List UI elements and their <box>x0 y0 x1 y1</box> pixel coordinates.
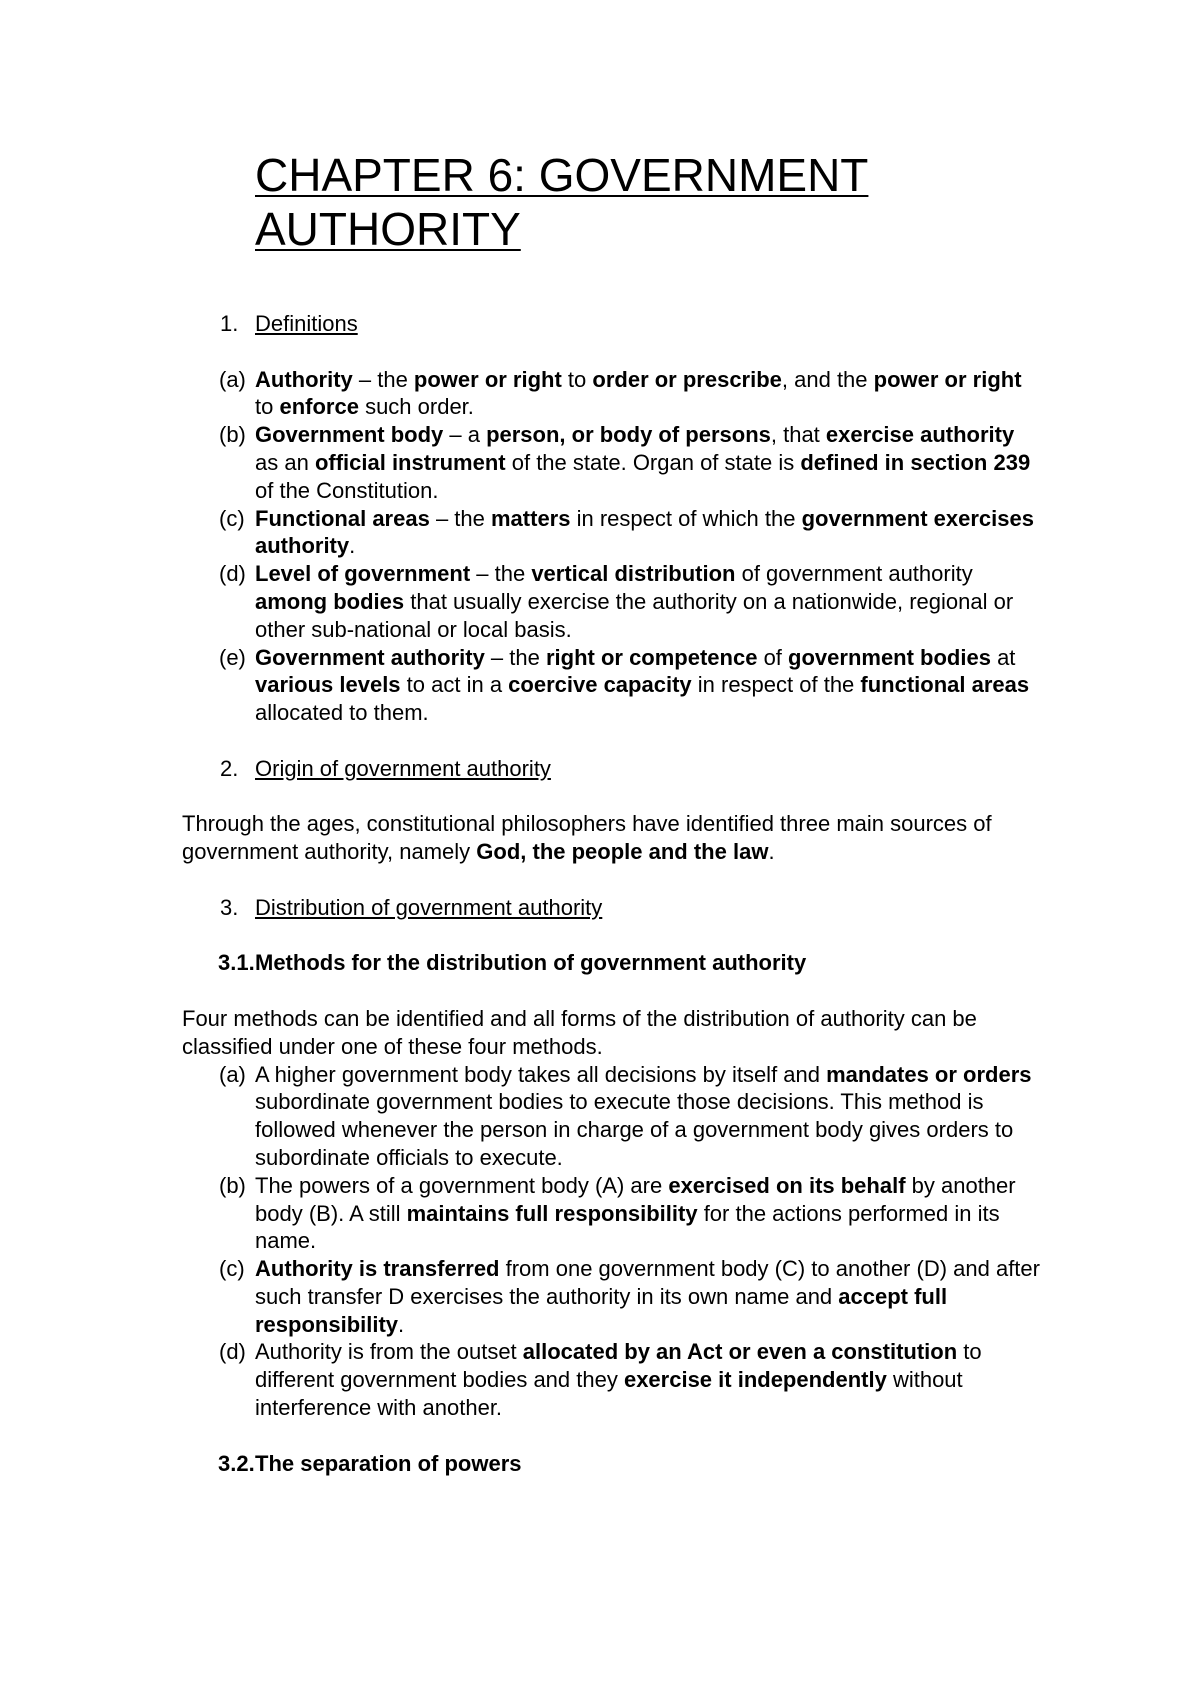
origin-paragraph <box>182 810 1042 866</box>
bold-text: person, or body of persons <box>486 422 771 448</box>
subsection-number: 3.2. <box>218 1450 255 1476</box>
bold-text: Level of government <box>255 561 471 587</box>
bold-text: government bodies <box>788 644 991 670</box>
item-marker: (d) <box>219 561 246 587</box>
text-run: at <box>990 644 1016 670</box>
bold-text: matters <box>491 505 571 531</box>
bold-text: defined in section 239 <box>800 449 1031 475</box>
section-number: 3. <box>220 894 239 920</box>
bold-text: power or right <box>873 366 1022 392</box>
bold-text: Authority is transferred <box>255 1256 500 1282</box>
section-title: Origin of government authority <box>255 755 551 781</box>
item-marker: (c) <box>219 505 245 531</box>
text-run: Through the ages, constitutional philosophers have identified three main sources of government authority, namely <box>182 811 992 865</box>
text-run: of government authority <box>735 561 973 587</box>
text-run: to different government bodies and they <box>255 1339 982 1393</box>
list-item <box>182 644 1042 727</box>
subsection-title: Methods for the distribution of government authority <box>255 950 807 976</box>
bold-text: God, the people and the law <box>476 839 769 865</box>
text-run: without interference with another. <box>255 1367 963 1421</box>
text-run: subordinate government bodies to execute those decisions. This method is followed whenever the person in charge of a government body gives orders to subordinate officials to execute. <box>255 1089 1014 1170</box>
bold-text: maintains full responsibility <box>406 1200 698 1226</box>
text-run: in respect of the <box>691 672 861 698</box>
list-item <box>182 366 1042 422</box>
text-run: allocated to them. <box>255 700 429 726</box>
text-run: . <box>768 839 775 865</box>
text-run: , and the <box>781 366 874 392</box>
bold-text: Government authority <box>255 644 485 670</box>
item-marker: (a) <box>219 1061 246 1087</box>
text-run: – the <box>470 561 532 587</box>
list-item <box>182 1061 1042 1172</box>
methods-intro-paragraph: Four methods can be identified and all forms of the distribution of authority can be classified under one of these four methods. <box>182 1005 977 1059</box>
bold-text: accept full responsibility <box>255 1283 948 1337</box>
text-run: to <box>561 366 593 392</box>
item-marker: (e) <box>219 644 246 670</box>
list-item <box>182 1172 1042 1255</box>
item-marker: (b) <box>219 422 246 448</box>
text-run: The powers of a government body (A) are <box>255 1172 669 1198</box>
text-run: in respect of which the <box>570 505 802 531</box>
bold-text: among bodies <box>255 588 405 614</box>
list-item <box>182 560 1042 643</box>
item-marker: (c) <box>219 1256 245 1282</box>
document-body <box>182 310 1042 1477</box>
bold-text: exercise it independently <box>623 1367 887 1393</box>
bold-text: Authority <box>255 366 353 392</box>
text-run: to <box>255 394 280 420</box>
chapter-title: CHAPTER 6: GOVERNMENT AUTHORITY <box>255 149 869 255</box>
text-run: – the <box>484 644 546 670</box>
bold-text: mandates or orders <box>826 1061 1032 1087</box>
bold-text: government exercises authority <box>255 505 1034 559</box>
text-run: A higher government body takes all decisions by itself and <box>255 1061 827 1087</box>
bold-text: functional areas <box>860 672 1030 698</box>
bold-text: enforce <box>279 394 359 420</box>
bold-text: Functional areas <box>255 505 430 531</box>
bold-text: exercise authority <box>825 422 1015 448</box>
list-item <box>182 1338 1042 1421</box>
text-run: , that <box>770 422 826 448</box>
section-number: 2. <box>220 755 239 781</box>
section-2-heading <box>182 755 1042 783</box>
text-run: of the Constitution. <box>255 477 439 503</box>
section-3-heading <box>182 894 1042 922</box>
item-marker: (b) <box>219 1172 246 1198</box>
text-run: by another body (B). A still <box>255 1172 1016 1226</box>
bold-text: Government body <box>255 422 444 448</box>
text-run: of the state. Organ of state is <box>505 449 801 475</box>
text-run: of <box>757 644 789 670</box>
subsection-3-2-heading <box>182 1450 1042 1478</box>
bold-text: exercised on its behalf <box>668 1172 906 1198</box>
bold-text: official instrument <box>314 449 506 475</box>
section-title: Distribution of government authority <box>255 894 603 920</box>
methods-list <box>182 1061 1042 1422</box>
bold-text: coercive capacity <box>508 672 692 698</box>
list-item <box>182 505 1042 561</box>
section-1-heading <box>182 310 1042 338</box>
text-run: that usually exercise the authority on a nationwide, regional or other sub-national or local basis. <box>255 588 1014 642</box>
text-run: – a <box>443 422 487 448</box>
bold-text: order or prescribe <box>592 366 782 392</box>
definitions-list <box>182 366 1042 727</box>
bold-text: power or right <box>413 366 562 392</box>
bold-text: vertical distribution <box>531 561 736 587</box>
text-run: . <box>398 1311 405 1337</box>
text-run: – the <box>352 366 414 392</box>
item-marker: (d) <box>219 1339 246 1365</box>
item-marker: (a) <box>219 366 246 392</box>
bold-text: allocated by an Act or even a constitution <box>522 1339 958 1365</box>
text-run: such order. <box>358 394 474 420</box>
text-run: Authority is from the outset <box>255 1339 523 1365</box>
subsection-number: 3.1. <box>218 950 255 976</box>
list-item <box>182 1255 1042 1338</box>
bold-text: various levels <box>255 672 401 698</box>
text-run: – the <box>429 505 491 531</box>
section-title: Definitions <box>255 311 358 336</box>
section-number: 1. <box>220 311 239 336</box>
subsection-3-1-heading <box>182 949 1042 977</box>
text-run: . <box>349 533 356 559</box>
text-run: to act in a <box>400 672 509 698</box>
text-run: from one government body (C) to another (D) and after such transfer D exercises the authority in its own name and <box>255 1256 1040 1309</box>
text-run: for the actions performed in its name. <box>255 1200 1000 1254</box>
text-run: as an <box>255 449 315 475</box>
list-item <box>182 421 1042 504</box>
subsection-title: The separation of powers <box>255 1450 522 1476</box>
bold-text: right or competence <box>545 644 758 670</box>
